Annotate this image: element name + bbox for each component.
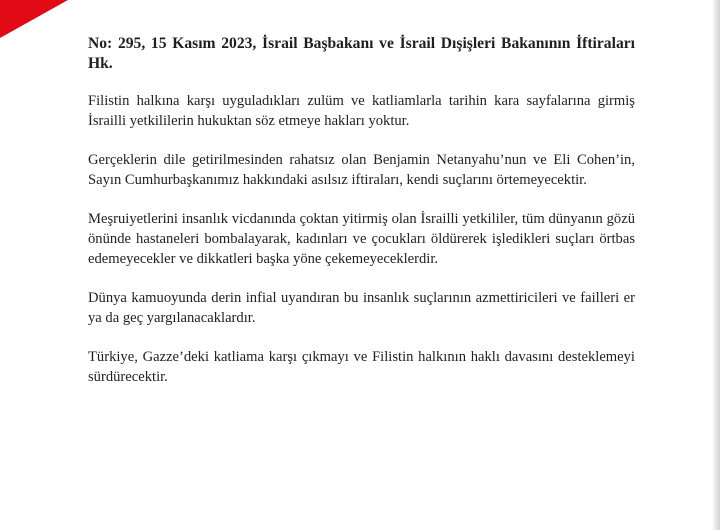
paragraph-1: Filistin halkına karşı uyguladıkları zulüm ve katliamlarla tarihin kara sayfalarına girmiş İsrailli yetkililerin hukuktan söz etmeye hakları yoktur. <box>88 93 635 129</box>
red-corner-decoration <box>0 0 70 40</box>
paragraph-4: Dünya kamuoyunda derin infial uyandıran bu insanlık suçlarının azmettiricileri ve failleri er ya da geç yargılanacaklardır. <box>88 290 635 326</box>
paragraph-3: Meşruiyetlerini insanlık vicdanında çoktan yitirmiş olan İsrailli yetkililer, tüm dünyanın gözü önünde hastaneleri bombalayarak, kadınları ve çocukları öldürerek işledikleri suçları örtbas edemeyecekler ve dikkatleri başka yöne çekemeyeceklerdir. <box>88 211 635 267</box>
red-corner-shape <box>0 0 68 38</box>
paragraph-5: Türkiye, Gazze’deki katliama karşı çıkmayı ve Filistin halkının haklı davasını desteklemeyi sürdürecektir. <box>88 349 635 385</box>
document-title: No: 295, 15 Kasım 2023, İsrail Başbakanı ve İsrail Dışişleri Bakanının İftiraları Hk. <box>88 35 635 72</box>
document-body <box>88 34 635 388</box>
page-edge-shadow <box>713 0 720 530</box>
paragraph-2: Gerçeklerin dile getirilmesinden rahatsız olan Benjamin Netanyahu’nun ve Eli Cohen’in, Sayın Cumhurbaşkanımız hakkındaki asılsız iftiraları, kendi suçlarını örtemeyecektir. <box>88 152 635 188</box>
